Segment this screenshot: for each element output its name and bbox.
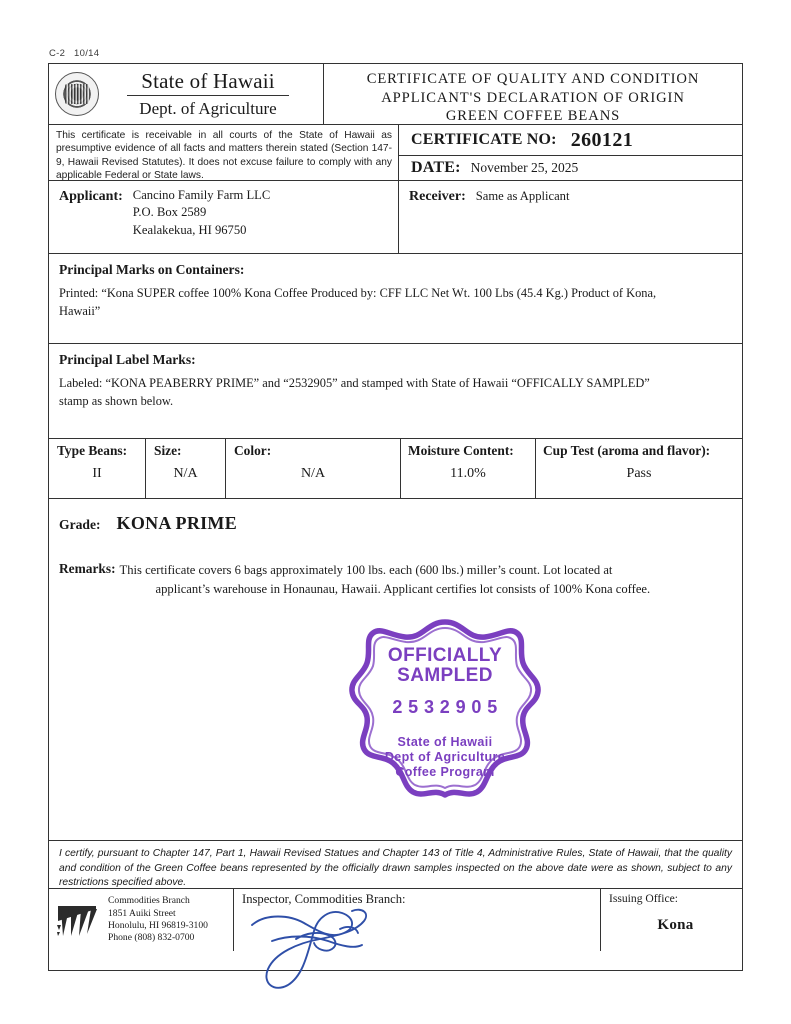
- commodities-branch-logo-icon: [56, 900, 102, 940]
- certificate-date-value: November 25, 2025: [470, 160, 579, 175]
- state-seal-icon: [55, 72, 99, 116]
- principal-marks-line2: Hawaii”: [59, 303, 101, 318]
- official-sampled-stamp-icon: [345, 617, 545, 815]
- principal-marks-body: [59, 285, 732, 321]
- principal-marks-heading: Principal Marks on Containers:: [59, 262, 245, 277]
- size-value: N/A: [173, 466, 198, 481]
- document-header: [49, 64, 742, 125]
- header-left: [49, 64, 324, 124]
- color-header: Color:: [234, 443, 272, 458]
- stamp-line-state: State of Hawaii: [397, 735, 493, 749]
- certificate-title-line3: GREEN COFFEE BEANS: [445, 108, 621, 125]
- issuing-office-value: Kona: [657, 917, 694, 933]
- table-cell-moisture: [401, 439, 536, 498]
- remarks-body: [120, 561, 651, 599]
- certificate-date-row: [399, 156, 742, 180]
- size-header: Size:: [154, 443, 182, 458]
- applicant-field: [49, 181, 399, 253]
- stamp-line-program: Coffee Program: [395, 765, 495, 779]
- cup-test-value: Pass: [626, 466, 652, 481]
- commodities-branch-address: [108, 895, 208, 945]
- receiver-label: Receiver:: [409, 189, 466, 204]
- grade-value: KONA PRIME: [116, 513, 238, 533]
- applicant-street: P.O. Box 2589: [132, 205, 207, 220]
- form-code: C-2 10/14: [49, 48, 100, 59]
- certificate-title: [324, 64, 742, 124]
- certificate-number-label: CERTIFICATE NO:: [411, 131, 557, 148]
- principal-label-marks-block: [49, 344, 742, 439]
- issuing-office-label: Issuing Office:: [609, 892, 679, 905]
- applicant-city: Kealakekua, HI 96750: [132, 222, 247, 237]
- cup-test-header: Cup Test (aroma and flavor):: [543, 443, 711, 458]
- commodities-branch-name: Commodities Branch: [108, 895, 190, 907]
- commodities-branch-street: 1851 Auiki Street: [108, 907, 176, 919]
- certificate-document: [48, 63, 743, 971]
- label-marks-body: [59, 375, 732, 411]
- agency-title: [99, 69, 323, 119]
- applicant-label: Applicant:: [59, 189, 123, 204]
- table-cell-type-beans: [49, 439, 146, 498]
- issuing-office-block: [601, 889, 742, 951]
- state-title: State of Hawaii: [127, 69, 289, 96]
- remarks-line1: This certificate covers 6 bags approximately 100 lbs. each (600 lbs.) miller’s count. Lot located at: [119, 563, 613, 577]
- grade-remarks-block: [49, 499, 742, 841]
- principal-marks-line1: Printed: “Kona SUPER coffee 100% Kona Coffee Produced by: CFF LLC Net Wt. 100 Lbs (45.4 Kg.) Product of Kona,: [59, 286, 657, 300]
- certificate-title-line1: CERTIFICATE OF QUALITY AND CONDITION: [366, 71, 700, 87]
- table-cell-color: [226, 439, 401, 498]
- receiver-field: [399, 181, 742, 253]
- applicant-name: Cancino Family Farm LLC: [132, 188, 271, 202]
- commodities-branch-city: Honolulu, HI 96819-3100: [108, 920, 208, 931]
- label-marks-line2: stamp as shown below.: [59, 393, 174, 408]
- beans-attributes-table: [49, 439, 742, 499]
- certificate-number-box: [399, 125, 742, 180]
- certificate-number-row: [399, 125, 742, 156]
- notice-and-certificate-row: [49, 125, 742, 181]
- moisture-value: 11.0%: [450, 466, 486, 481]
- certificate-date-label: DATE:: [411, 159, 461, 176]
- stamp-line-dept: Dept of Agriculture: [384, 750, 506, 764]
- applicant-address: [133, 187, 270, 239]
- stamp-lot-number: 2 5 3 2 9 0 5: [392, 697, 498, 717]
- label-marks-line1: Labeled: “KONA PEABERRY PRIME” and “2532905” and stamped with State of Hawaii “OFFICALLY SAMPLED”: [59, 376, 650, 390]
- remarks-line2: applicant’s warehouse in Honaunau, Hawaii. Applicant certifies lot consists of 100% Kona coffee.: [155, 581, 651, 596]
- receiver-value: Same as Applicant: [475, 189, 570, 203]
- type-beans-header: Type Beans:: [57, 443, 128, 458]
- color-value: N/A: [300, 466, 326, 481]
- document-footer: [49, 889, 742, 951]
- commodities-branch-block: [49, 889, 234, 951]
- receivability-notice: This certificate is receivable in all courts of the State of Hawaii as presumptive evidence of all facts and matters therein stated (Section 147-9, Hawaii Revised Statutes). It does not excuse failure to comply with any applicable Federal or State laws.: [49, 125, 399, 180]
- type-beans-value: II: [92, 466, 102, 481]
- moisture-header: Moisture Content:: [408, 443, 514, 458]
- inspector-signature-block[interactable]: [234, 889, 601, 951]
- certificate-number-value: 260121: [570, 128, 634, 151]
- inspector-label: Inspector, Commodities Branch:: [242, 892, 406, 906]
- inspector-signature-icon: [244, 899, 434, 994]
- grade-field: [59, 513, 732, 534]
- certification-statement: I certify, pursuant to Chapter 147, Part 1, Hawaii Revised Statues and Chapter 143 of Title 4, Administrative Rules, State of Hawaii, that the quality and condition of the Green Coffee beans represented by the officially drawn samples inspected on the above date were as shown, subject to any restrictions specified above.: [49, 841, 742, 889]
- table-cell-cup-test: [536, 439, 742, 498]
- remarks-field: [59, 561, 732, 599]
- stamp-line-sampled: SAMPLED: [397, 665, 493, 686]
- label-marks-heading: Principal Label Marks:: [59, 352, 196, 367]
- dept-title: Dept. of Agriculture: [139, 99, 277, 118]
- stamp-line-officially: OFFICIALLY: [387, 645, 503, 666]
- applicant-receiver-row: [49, 181, 742, 254]
- principal-marks-containers-block: [49, 254, 742, 344]
- remarks-label: Remarks:: [59, 561, 116, 576]
- grade-label: Grade:: [59, 517, 101, 532]
- certificate-title-line2: APPLICANT'S DECLARATION OF ORIGIN: [381, 89, 685, 106]
- table-cell-size: [146, 439, 226, 498]
- commodities-branch-phone: Phone (808) 832-0700: [108, 932, 195, 944]
